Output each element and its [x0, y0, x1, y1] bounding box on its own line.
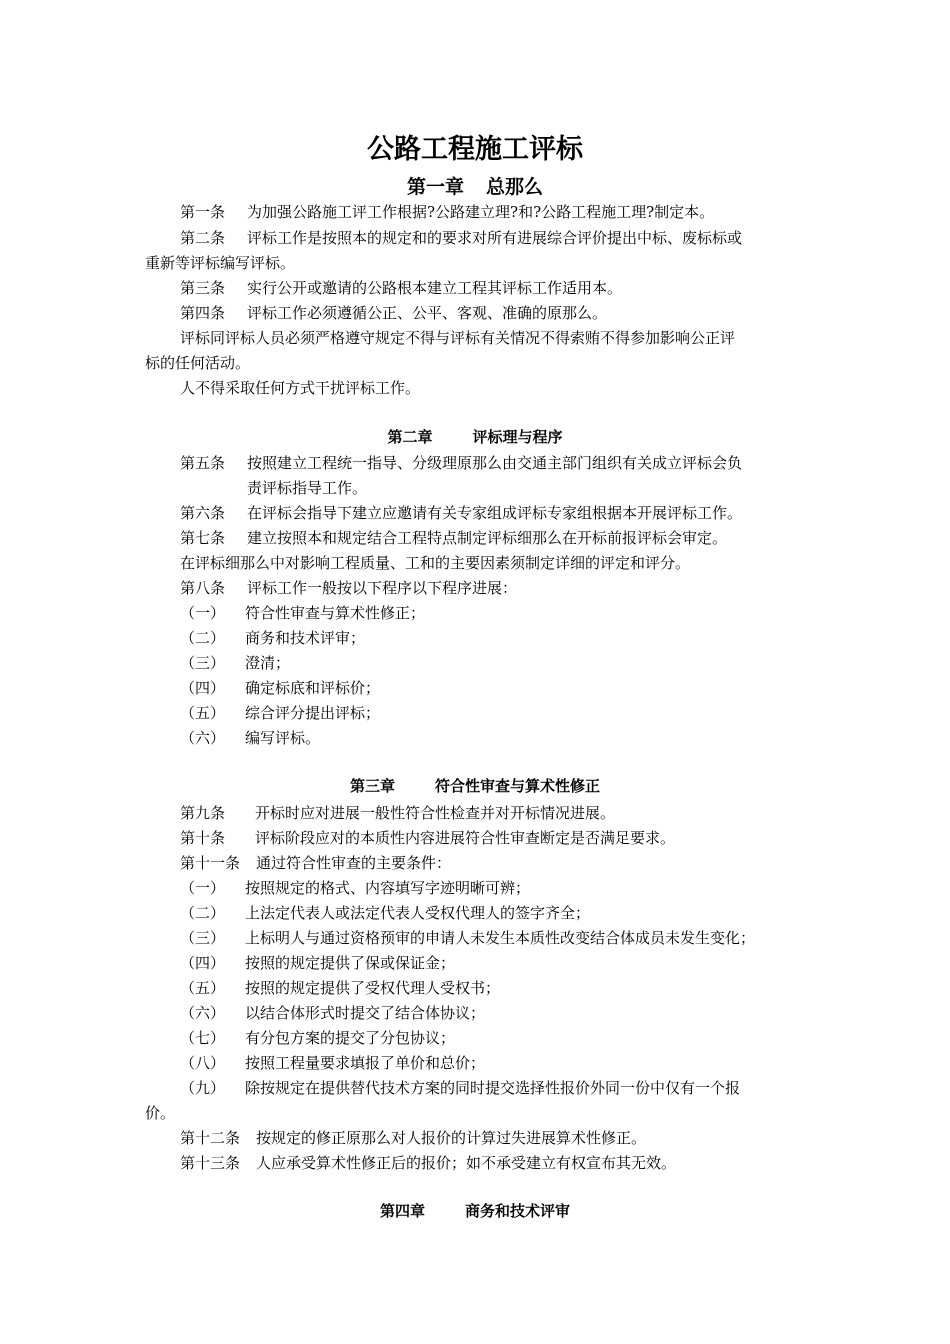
list-number: （五）: [180, 979, 226, 997]
chapter-2-number: 第二章: [387, 428, 433, 446]
chapter-4-number: 第四章: [379, 1202, 425, 1220]
list-text: 编写评标。: [245, 729, 321, 747]
list-number: （四）: [180, 679, 226, 697]
list-number: （一）: [180, 879, 226, 897]
list-text: 以结合体形式时提交了结合体协议；: [245, 1004, 486, 1022]
article-text: 在评标会指导下建立应邀请有关专家组成评标专家组根据本开展评标工作。: [247, 504, 743, 522]
article-text: 重新等评标编写评标。: [145, 254, 296, 272]
article-number: 第十条: [180, 829, 226, 847]
article-number: 第八条: [180, 579, 226, 597]
list-text: 确定标底和评标价；: [245, 679, 381, 697]
list-number: （三）: [180, 654, 226, 672]
article-text: 开标时应对进展一般性符合性检查并对开标情况进展。: [255, 804, 616, 822]
list-number: （九）: [180, 1079, 226, 1097]
article-number: 第十一条: [180, 854, 241, 872]
chapter-3-heading: [0, 776, 950, 796]
list-text: 澄清；: [245, 654, 291, 672]
list-text: 按照规定的格式、内容填写字迹明晰可辨；: [245, 879, 531, 897]
article-text: 通过符合性审查的主要条件：: [256, 854, 452, 872]
list-number: （八）: [180, 1054, 226, 1072]
article-number: 第三条: [180, 279, 226, 297]
article-number: 第七条: [180, 529, 226, 547]
chapter-2-name: 评标理与程序: [472, 428, 563, 446]
article-number: 第十三条: [180, 1154, 241, 1172]
chapter-3-name: 符合性审查与算术性修正: [435, 777, 601, 795]
article-text: 实行公开或邀请的公路根本建立工程其评标工作适用本。: [247, 279, 623, 297]
article-text: 评标工作一般按以下程序以下程序进展：: [247, 579, 518, 597]
article-number: 第四条: [180, 304, 226, 322]
chapter-1-heading: [0, 174, 950, 200]
list-text: 有分包方案的提交了分包协议；: [245, 1029, 456, 1047]
article-number: 第五条: [180, 454, 226, 472]
article-text: 评标工作必须遵循公正、公平、客观、准确的原那么。: [247, 304, 608, 322]
list-number: （五）: [180, 704, 226, 722]
chapter-1-name: 总那么: [486, 176, 544, 198]
list-number: （四）: [180, 954, 226, 972]
list-text: 除按规定在提供替代技术方案的同时提交选择性报价外同一份中仅有一个报: [245, 1079, 741, 1097]
article-number: 第六条: [180, 504, 226, 522]
chapter-4-heading: [0, 1201, 950, 1221]
article-text: 评标工作是按照本的规定和的要求对所有进展综合评价提出中标、废标标或: [247, 229, 743, 247]
article-text: 建立按照本和规定结合工程特点制定评标细那么在开标前报评标会审定。: [247, 529, 728, 547]
paragraph-text: 评标同评标人员必须严格遵守规定不得与评标有关情况不得索贿不得参加影响公正评: [180, 329, 736, 347]
article-text: 为加强公路施工评工作根据?公路建立理?和?公路工程施工理?制定本。: [247, 203, 715, 221]
list-text: 按照的规定提供了保或保证金；: [245, 954, 456, 972]
article-text: 按照建立工程统一指导、分级理原那么由交通主部门组织有关成立评标会负: [247, 454, 743, 472]
list-number: （六）: [180, 729, 226, 747]
list-text: 符合性审查与算术性修正；: [245, 604, 426, 622]
list-text: 综合评分提出评标；: [245, 704, 381, 722]
list-text: 商务和技术评审；: [245, 629, 366, 647]
list-text: 按照的规定提供了受权代理人受权书；: [245, 979, 501, 997]
list-number: （六）: [180, 1004, 226, 1022]
list-text: 上法定代表人或法定代表人受权代理人的签字齐全；: [245, 904, 591, 922]
list-number: （一）: [180, 604, 226, 622]
article-number: 第十二条: [180, 1129, 241, 1147]
chapter-1-number: 第一章: [406, 176, 464, 198]
article-text: 责评标指导工作。: [247, 479, 368, 497]
list-number: （二）: [180, 904, 226, 922]
list-text: 价。: [145, 1104, 176, 1122]
article-number: 第一条: [180, 203, 226, 221]
document-title: 公路工程施工评标: [367, 134, 583, 165]
article-text: 评标阶段应对的本质性内容进展符合性审查断定是否满足要求。: [255, 829, 676, 847]
paragraph-text: 标的任何活动。: [145, 354, 251, 372]
chapter-4-name: 商务和技术评审: [465, 1202, 571, 1220]
list-number: （二）: [180, 629, 226, 647]
list-text: 上标明人与通过资格预审的申请人未发生本质性改变结合体成员未发生变化；: [245, 929, 756, 947]
article-number: 第九条: [180, 804, 226, 822]
paragraph-text: 人不得采取任何方式干扰评标工作。: [180, 379, 421, 397]
article-text: 按规定的修正原那么对人报价的计算过失进展算术性修正。: [256, 1129, 647, 1147]
list-number: （三）: [180, 929, 226, 947]
list-text: 按照工程量要求填报了单价和总价；: [245, 1054, 486, 1072]
article-text: 人应承受算术性修正后的报价；如不承受建立有权宣布其无效。: [256, 1154, 677, 1172]
article-number: 第二条: [180, 229, 226, 247]
list-number: （七）: [180, 1029, 226, 1047]
chapter-2-heading: [0, 427, 950, 447]
paragraph-text: 在评标细那么中对影响工程质量、工和的主要因素须制定详细的评定和评分。: [180, 554, 691, 572]
chapter-3-number: 第三章: [349, 777, 395, 795]
